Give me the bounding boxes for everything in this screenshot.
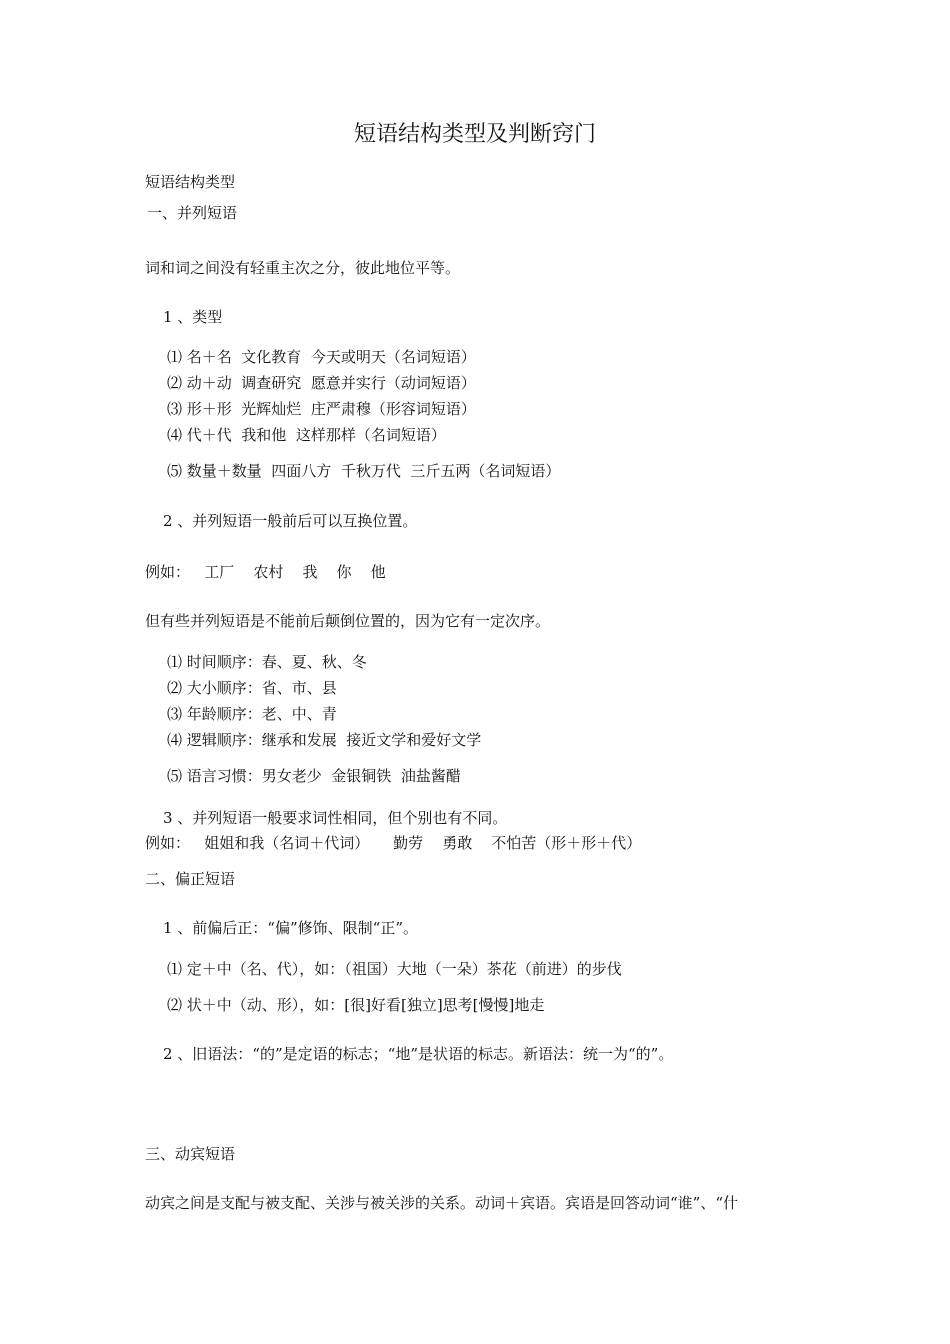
example-line: 例如： 姐姐和我（名词＋代词） 勤劳 勇敢 不怕苦（形＋形＋代） — [145, 834, 642, 852]
list-item: ⑵ 大小顺序：省、市、县 — [167, 679, 337, 697]
list-item: ⑴ 定＋中（名、代），如：（祖国）大地（一朵）茶花（前进）的步伐 — [167, 960, 622, 978]
subheading: 3 、并列短语一般要求词性相同，但个别也有不同。 — [163, 809, 508, 827]
section-heading-3: 三、动宾短语 — [145, 1145, 236, 1163]
list-item: ⑸ 数量＋数量 四面八方 千秋万代 三斤五两（名词短语） — [167, 462, 561, 480]
list-item: ⑷ 代＋代 我和他 这样那样（名词短语） — [167, 426, 446, 444]
subheading: 2 、旧语法：“的”是定语的标志；“地”是状语的标志。新语法：统一为“的”。 — [163, 1045, 674, 1063]
paragraph: 词和词之间没有轻重主次之分，彼此地位平等。 — [145, 259, 461, 277]
subheading: 1 、类型 — [163, 308, 223, 326]
section-heading-2: 二、偏正短语 — [145, 870, 236, 888]
subtitle: 短语结构类型 — [145, 173, 236, 191]
list-item: ⑷ 逻辑顺序：继承和发展 接近文学和爱好文学 — [167, 731, 482, 749]
subheading: 2 、并列短语一般前后可以互换位置。 — [163, 512, 418, 530]
list-item: ⑵ 动＋动 调查研究 愿意并实行（动词短语） — [167, 374, 476, 392]
list-item: ⑵ 状＋中（动、形），如：[很]好看[独立]思考[慢慢]地走 — [167, 996, 545, 1014]
subheading: 1 、前偏后正：“偏”修饰、限制“正”。 — [163, 919, 418, 937]
paragraph: 但有些并列短语是不能前后颠倒位置的，因为它有一定次序。 — [145, 612, 551, 630]
list-item: ⑸ 语言习惯：男女老少 金银铜铁 油盐酱醋 — [167, 767, 461, 785]
section-heading-1: 一、并列短语 — [147, 204, 238, 222]
list-item: ⑴ 名＋名 文化教育 今天或明天（名词短语） — [167, 348, 476, 366]
paragraph: 动宾之间是支配与被支配、关涉与被关涉的关系。动词＋宾语。宾语是回答动词“谁”、“什 — [145, 1194, 739, 1212]
example-line: 例如： 工厂 农村 我 你 他 — [145, 563, 386, 581]
page-title: 短语结构类型及判断窍门 — [353, 122, 596, 147]
list-item: ⑴ 时间顺序：春、夏、秋、冬 — [167, 653, 367, 671]
list-item: ⑶ 形＋形 光辉灿烂 庄严肃穆（形容词短语） — [167, 400, 476, 418]
list-item: ⑶ 年龄顺序：老、中、青 — [167, 705, 337, 723]
